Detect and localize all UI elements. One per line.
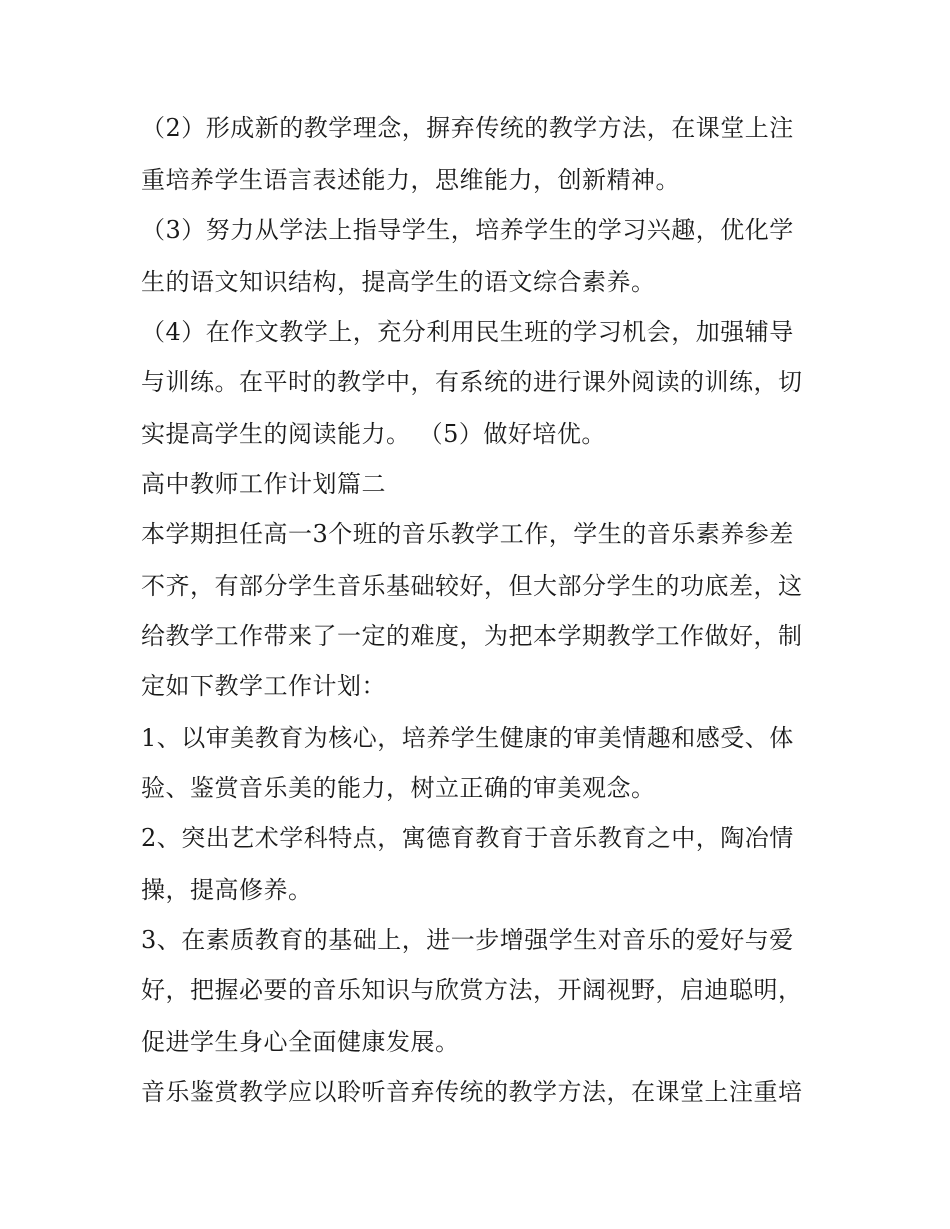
text-line: 好，把握必要的音乐知识与欣赏方法，开阔视野，启迪聪明， <box>141 976 803 1004</box>
text-line: 本学期担任高一3个班的音乐教学工作，学生的音乐素养参差 <box>141 520 794 548</box>
text-line: （4）在作文教学上，充分利用民生班的学习机会，加强辅导 <box>141 318 794 346</box>
text-line: 生的语文知识结构，提高学生的语文综合素养。 <box>141 268 656 296</box>
text-line: 与训练。在平时的教学中，有系统的进行课外阅读的训练，切 <box>141 368 803 396</box>
text-line: 促进学生身心全面健康发展。 <box>141 1028 460 1056</box>
text-line: 音乐鉴赏教学应以聆听音弃传统的教学方法，在课堂上注重培 <box>141 1078 803 1106</box>
text-line: 实提高学生的阅读能力。 （5）做好培优。 <box>141 420 606 448</box>
text-line: 定如下教学工作计划： <box>141 672 386 700</box>
section-heading: 高中教师工作计划篇二 <box>141 470 386 498</box>
text-line: （3）努力从学法上指导学生，培养学生的学习兴趣，优化学 <box>141 216 794 244</box>
text-line: 2、突出艺术学科特点，寓德育教育于音乐教育之中，陶冶情 <box>141 824 794 852</box>
text-line: 验、鉴赏音乐美的能力，树立正确的审美观念。 <box>141 774 656 802</box>
text-line: 给教学工作带来了一定的难度，为把本学期教学工作做好，制 <box>141 622 803 650</box>
text-line: 不齐，有部分学生音乐基础较好，但大部分学生的功底差，这 <box>141 572 803 600</box>
text-line: （2）形成新的教学理念，摒弃传统的教学方法，在课堂上注 <box>141 114 794 142</box>
text-line: 重培养学生语言表述能力，思维能力，创新精神。 <box>141 166 680 194</box>
text-line: 1、以审美教育为核心，培养学生健康的审美情趣和感受、体 <box>141 724 794 752</box>
text-line: 3、在素质教育的基础上，进一步增强学生对音乐的爱好与爱 <box>141 926 794 954</box>
text-line: 操，提高修养。 <box>141 876 313 904</box>
